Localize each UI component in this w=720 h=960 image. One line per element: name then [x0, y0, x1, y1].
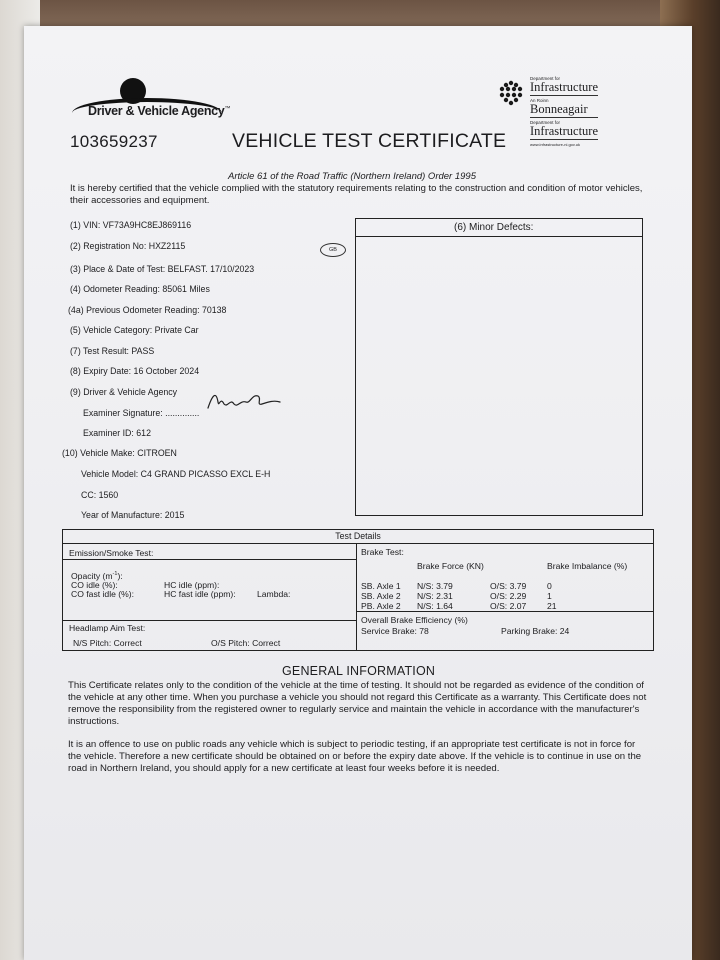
test-details-box [62, 529, 654, 651]
hc-fast-idle-label: HC fast idle (ppm): [164, 589, 236, 599]
co-fast-idle-label: CO fast idle (%): [71, 589, 135, 599]
dva-logo-text: Driver & Vehicle Agency [88, 104, 225, 118]
field-place-date: (3) Place & Date of Test: BELFAST. 17/10/2023 [70, 264, 255, 274]
infrastructure-emblem-icon [498, 80, 524, 106]
general-information-paragraph-2: It is an offence to use on public roads any vehicle which is subject to periodic testing, if an appropriate test certificate is not in force for the vehicle. Therefore a new certificate should be obtained on or before the expiry date above. If the vehicle is to continue in use on the road in Northern Ireland, you should apply for a new certificate at least four weeks before it is needed. [68, 739, 642, 774]
infra-name-2: Bonneagair [530, 103, 598, 118]
minor-defects-title: (6) Minor Defects: [356, 219, 642, 237]
infra-an-roinn: An Roinn [530, 98, 549, 103]
infra-url: www.infrastructure-ni.gov.uk [530, 142, 580, 147]
field-test-result: (7) Test Result: PASS [70, 346, 155, 356]
certificate-title: VEHICLE TEST CERTIFICATE [232, 130, 507, 152]
brake-test-title: Brake Test: [361, 547, 404, 557]
emission-divider [63, 559, 356, 560]
test-details-divider [356, 543, 357, 650]
brake-efficiency-title: Overall Brake Efficiency (%) [361, 615, 468, 625]
axle-row-1-os: O/S: 3.79 [490, 581, 527, 591]
headlamp-title: Headlamp Aim Test: [69, 623, 146, 633]
field-odometer: (4) Odometer Reading: 85061 Miles [70, 284, 210, 294]
axle-row-3-ns: N/S: 1.64 [417, 601, 453, 611]
efficiency-divider [356, 611, 653, 612]
axle-row-1-imbalance: 0 [547, 581, 552, 591]
axle-row-2-imbalance: 1 [547, 591, 552, 601]
hc-idle-label: HC idle (ppm): [164, 580, 220, 590]
axle-row-3-imbalance: 21 [547, 601, 557, 611]
brake-imbalance-header: Brake Imbalance (%) [547, 561, 628, 571]
infra-dept-for-2: Department for [530, 120, 561, 125]
axle-row-2-os: O/S: 2.29 [490, 591, 527, 601]
parking-brake: Parking Brake: 24 [501, 626, 570, 636]
minor-defects-box [355, 218, 643, 516]
field-examiner-signature: Examiner Signature: .............. [83, 408, 200, 418]
field-agency: (9) Driver & Vehicle Agency [70, 387, 178, 397]
axle-row-1-label: SB. Axle 1 [361, 581, 401, 591]
ns-pitch: N/S Pitch: Correct [73, 638, 142, 648]
field-registration: (2) Registration No: HXZ2115 [70, 241, 186, 251]
test-details-title: Test Details [63, 530, 653, 544]
brake-force-header: Brake Force (KN) [417, 561, 484, 571]
intro-statement: It is hereby certified that the vehicle complied with the statutory requirements relating to the construction and condition of motor vehicles, their accessories and equipment. [70, 183, 643, 206]
axle-row-3-label: PB. Axle 2 [361, 601, 401, 611]
field-cc: CC: 1560 [81, 490, 119, 500]
field-vehicle-make: (10) Vehicle Make: CITROEN [62, 448, 177, 458]
gb-badge: GB [320, 243, 346, 257]
field-vehicle-category: (5) Vehicle Category: Private Car [70, 325, 199, 335]
field-vin: (1) VIN: VF73A9HC8EJ869116 [70, 220, 192, 230]
emission-title: Emission/Smoke Test: [69, 548, 154, 558]
headlamp-divider [63, 620, 356, 621]
lambda-label: Lambda: [257, 589, 291, 599]
axle-row-2-ns: N/S: 2.31 [417, 591, 453, 601]
opacity-label: Opacity $(m^{-1})$: [71, 571, 123, 581]
certificate-sheet [24, 26, 692, 960]
co-idle-label: CO idle (%): [71, 580, 118, 590]
axle-row-2-label: SB. Axle 2 [361, 591, 401, 601]
field-previous-odometer: (4a) Previous Odometer Reading: 70138 [68, 305, 227, 315]
field-vehicle-model: Vehicle Model: C4 GRAND PICASSO EXCL E-H [81, 469, 271, 479]
certificate-number: 103659237 [70, 132, 158, 151]
field-expiry-date: (8) Expiry Date: 16 October 2024 [70, 366, 200, 376]
field-examiner-id: Examiner ID: 612 [83, 428, 151, 438]
general-information-title: GENERAL INFORMATION [282, 664, 436, 678]
infra-name-3: Infrastructure [530, 124, 599, 138]
field-year: Year of Manufacture: 2015 [81, 510, 185, 520]
examiner-signature-mark [204, 388, 284, 412]
dva-trademark: ™ [224, 105, 231, 112]
dva-logo [72, 74, 252, 124]
service-brake: Service Brake: 78 [361, 626, 429, 636]
infra-name-1: Infrastructure [530, 80, 599, 94]
axle-row-3-os: O/S: 2.07 [490, 601, 527, 611]
infrastructure-logo [498, 76, 648, 156]
axle-row-1-ns: N/S: 3.79 [417, 581, 453, 591]
infra-dept-for-1: Department for [530, 76, 561, 81]
article-reference: Article 61 of the Road Traffic (Northern Ireland) Order 1995 [228, 171, 476, 182]
os-pitch: O/S Pitch: Correct [211, 638, 281, 648]
general-information-paragraph-1: This Certificate relates only to the condition of the vehicle at the time of testing. It should not be regarded as evidence of the condition of the vehicle at any other time. When you purchase a vehicle you should not regard this Certificate as a warranty. This Certificate does not remove the responsibility from the registered owner to regularly service and maintain the vehicle in accordance with the manufacturer's instructions. [68, 680, 647, 727]
